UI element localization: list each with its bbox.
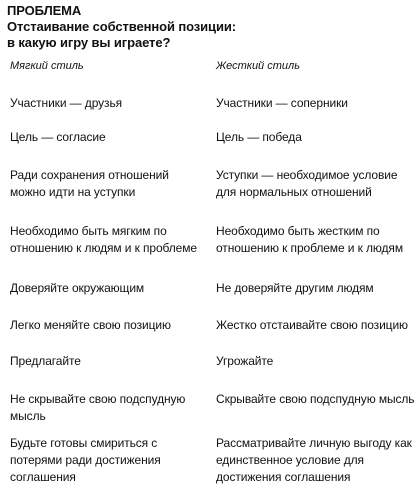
soft-style-cell: Доверяйте окружающим <box>10 281 145 295</box>
soft-style-cell: Будьте готовы смириться с потерями ради достижения соглашения <box>10 436 161 484</box>
soft-style-cell: Предлагайте <box>10 354 81 368</box>
hard-style-cell: Жестко отстаивайте свою позицию <box>216 318 408 332</box>
section-heading <box>7 3 236 51</box>
soft-style-cell: Не скрывайте свою подспудную мысль <box>10 392 186 423</box>
hard-style-cell: Необходимо быть жестким по отношению к проблеме и к людям <box>216 224 403 255</box>
hard-style-cell: Участники — соперники <box>216 96 348 110</box>
heading-title-line-2: в какую игру вы играете? <box>7 35 171 50</box>
hard-style-cell: Скрывайте свою подспудную мысль <box>216 392 415 406</box>
soft-style-cell: Цель — согласие <box>10 130 106 144</box>
soft-style-cell: Необходимо быть мягким по отношению к людям и к проблеме <box>10 224 197 255</box>
hard-style-cell: Рассматривайте личную выгоду как единственное условие для достижения соглашения <box>216 436 412 484</box>
hard-style-cell: Не доверяйте другим людям <box>216 281 374 295</box>
hard-style-cell: Угрожайте <box>216 354 274 368</box>
soft-style-cell: Легко меняйте свою позицию <box>10 318 171 332</box>
heading-label: ПРОБЛЕМА <box>7 3 82 18</box>
soft-style-cell: Ради сохранения отношений можно идти на уступки <box>10 168 169 199</box>
column-header-soft-style: Мягкий стиль <box>10 60 84 72</box>
soft-style-cell: Участники — друзья <box>10 96 122 110</box>
column-header-hard-style: Жесткий стиль <box>216 60 300 72</box>
heading-title-line-1: Отстаивание собственной позиции: <box>7 19 236 34</box>
hard-style-cell: Уступки — необходимое условие для нормальных отношений <box>216 168 398 199</box>
hard-style-cell: Цель — победа <box>216 130 302 144</box>
